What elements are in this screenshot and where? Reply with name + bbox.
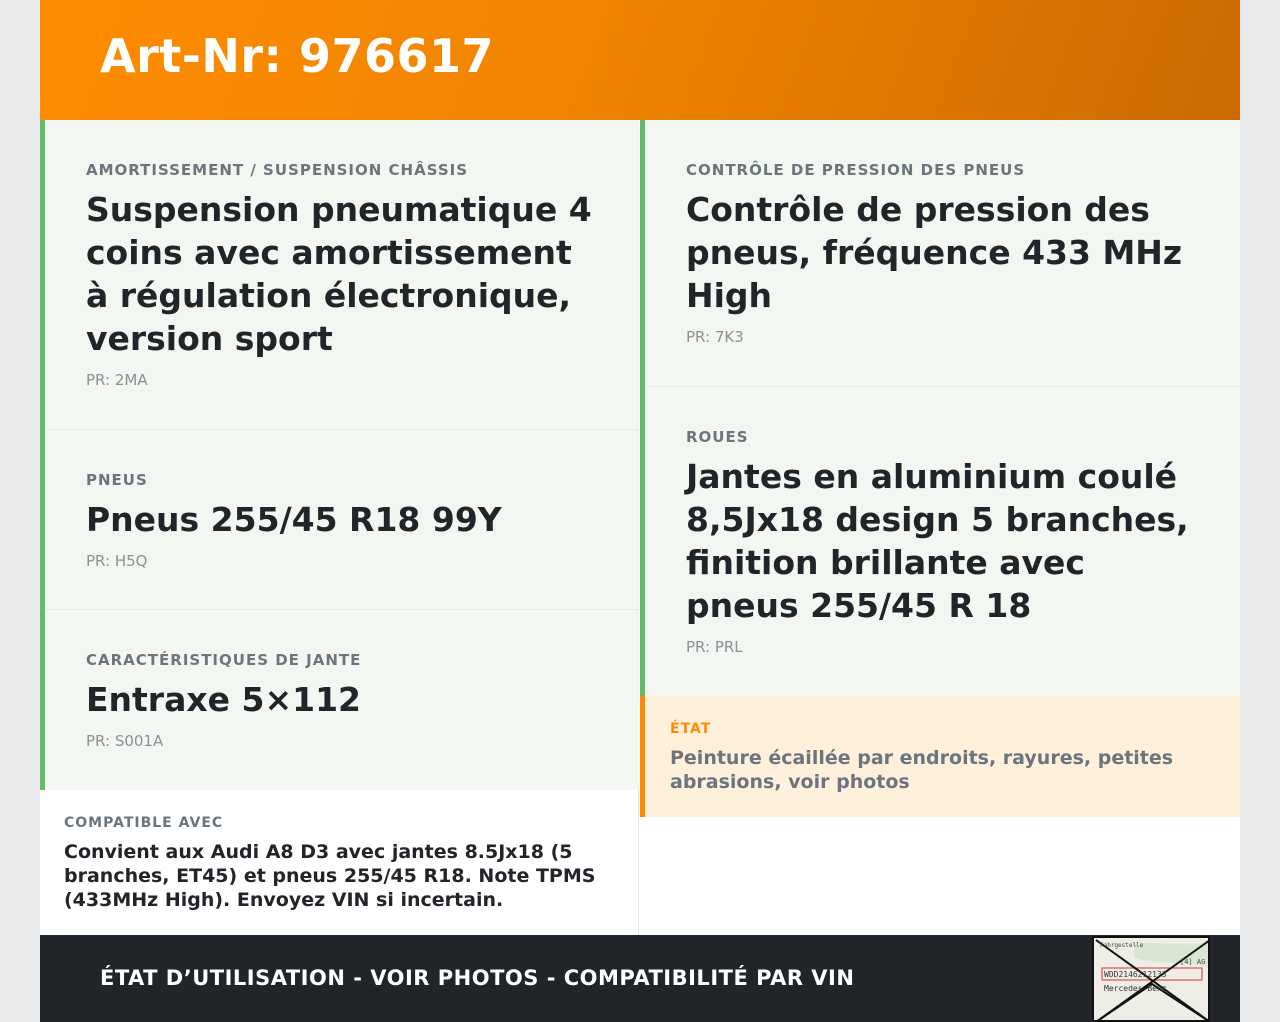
plate-vin-code: WDD2146212133 <box>1104 970 1167 979</box>
plate-small-label: [4] AG <box>1180 958 1206 966</box>
spec-pr-code: PR: PRL <box>686 638 743 656</box>
spec-pr-code: PR: H5Q <box>86 552 148 570</box>
spec-value: Contrôle de pression des pneus, fréquence 433 MHz High <box>686 190 1183 315</box>
spec-category: PNEUS <box>86 471 148 489</box>
compatibility-label: COMPATIBLE AVEC <box>64 815 224 831</box>
condition-label: ÉTAT <box>670 721 712 737</box>
compatibility-text: Convient aux Audi A8 D3 avec jantes 8.5Jx18 (5 branches, ET45) et pneus 255/45 R18. Note TPMS (433MHz High). Envoyez VIN si incertain. <box>64 841 596 911</box>
spec-pr-code: PR: 7K3 <box>686 328 744 346</box>
plate-top-label: Fahrgestelle <box>1100 942 1144 949</box>
spec-card-suspension <box>40 120 639 430</box>
spec-value: Suspension pneumatique 4 coins avec amortissement à régulation électronique, version sport <box>86 190 592 358</box>
header-bar <box>40 0 1240 120</box>
condition-text: Peinture écaillée par endroits, rayures, petites abrasions, voir photos <box>670 747 1174 793</box>
plate-brand: Mercedes-Benz <box>1104 984 1167 993</box>
spec-card-tpms <box>640 120 1240 387</box>
footer-text: ÉTAT D’UTILISATION - VOIR PHOTOS - COMPATIBILITÉ PAR VIN <box>100 966 855 990</box>
footer-bar <box>40 935 1240 1022</box>
spec-category: AMORTISSEMENT / SUSPENSION CHÂSSIS <box>86 161 469 179</box>
envelope-icon <box>1094 938 1210 1022</box>
spec-value: Entraxe 5×112 <box>86 680 362 719</box>
spec-category: CARACTÉRISTIQUES DE JANTE <box>86 651 362 669</box>
spec-value: Jantes en aluminium coulé 8,5Jx18 design 5 branches, finition brillante avec pneus 255/45 R 18 <box>686 457 1189 625</box>
spec-pr-code: PR: 2MA <box>86 371 148 389</box>
article-number-title: Art-Nr: 976617 <box>100 29 495 83</box>
vin-plate-photo[interactable] <box>1092 936 1210 1022</box>
product-sheet <box>40 0 1240 1022</box>
condition-box <box>640 696 1240 817</box>
compatibility-box <box>40 790 639 935</box>
spec-pr-code: PR: S001A <box>86 732 164 750</box>
spec-category: CONTRÔLE DE PRESSION DES PNEUS <box>686 161 1026 179</box>
spec-category: ROUES <box>686 428 749 446</box>
spec-card-tyres <box>40 430 639 610</box>
spec-value: Pneus 255/45 R18 99Y <box>86 500 502 539</box>
spec-card-rim <box>40 610 639 790</box>
spec-card-wheels <box>640 387 1240 696</box>
